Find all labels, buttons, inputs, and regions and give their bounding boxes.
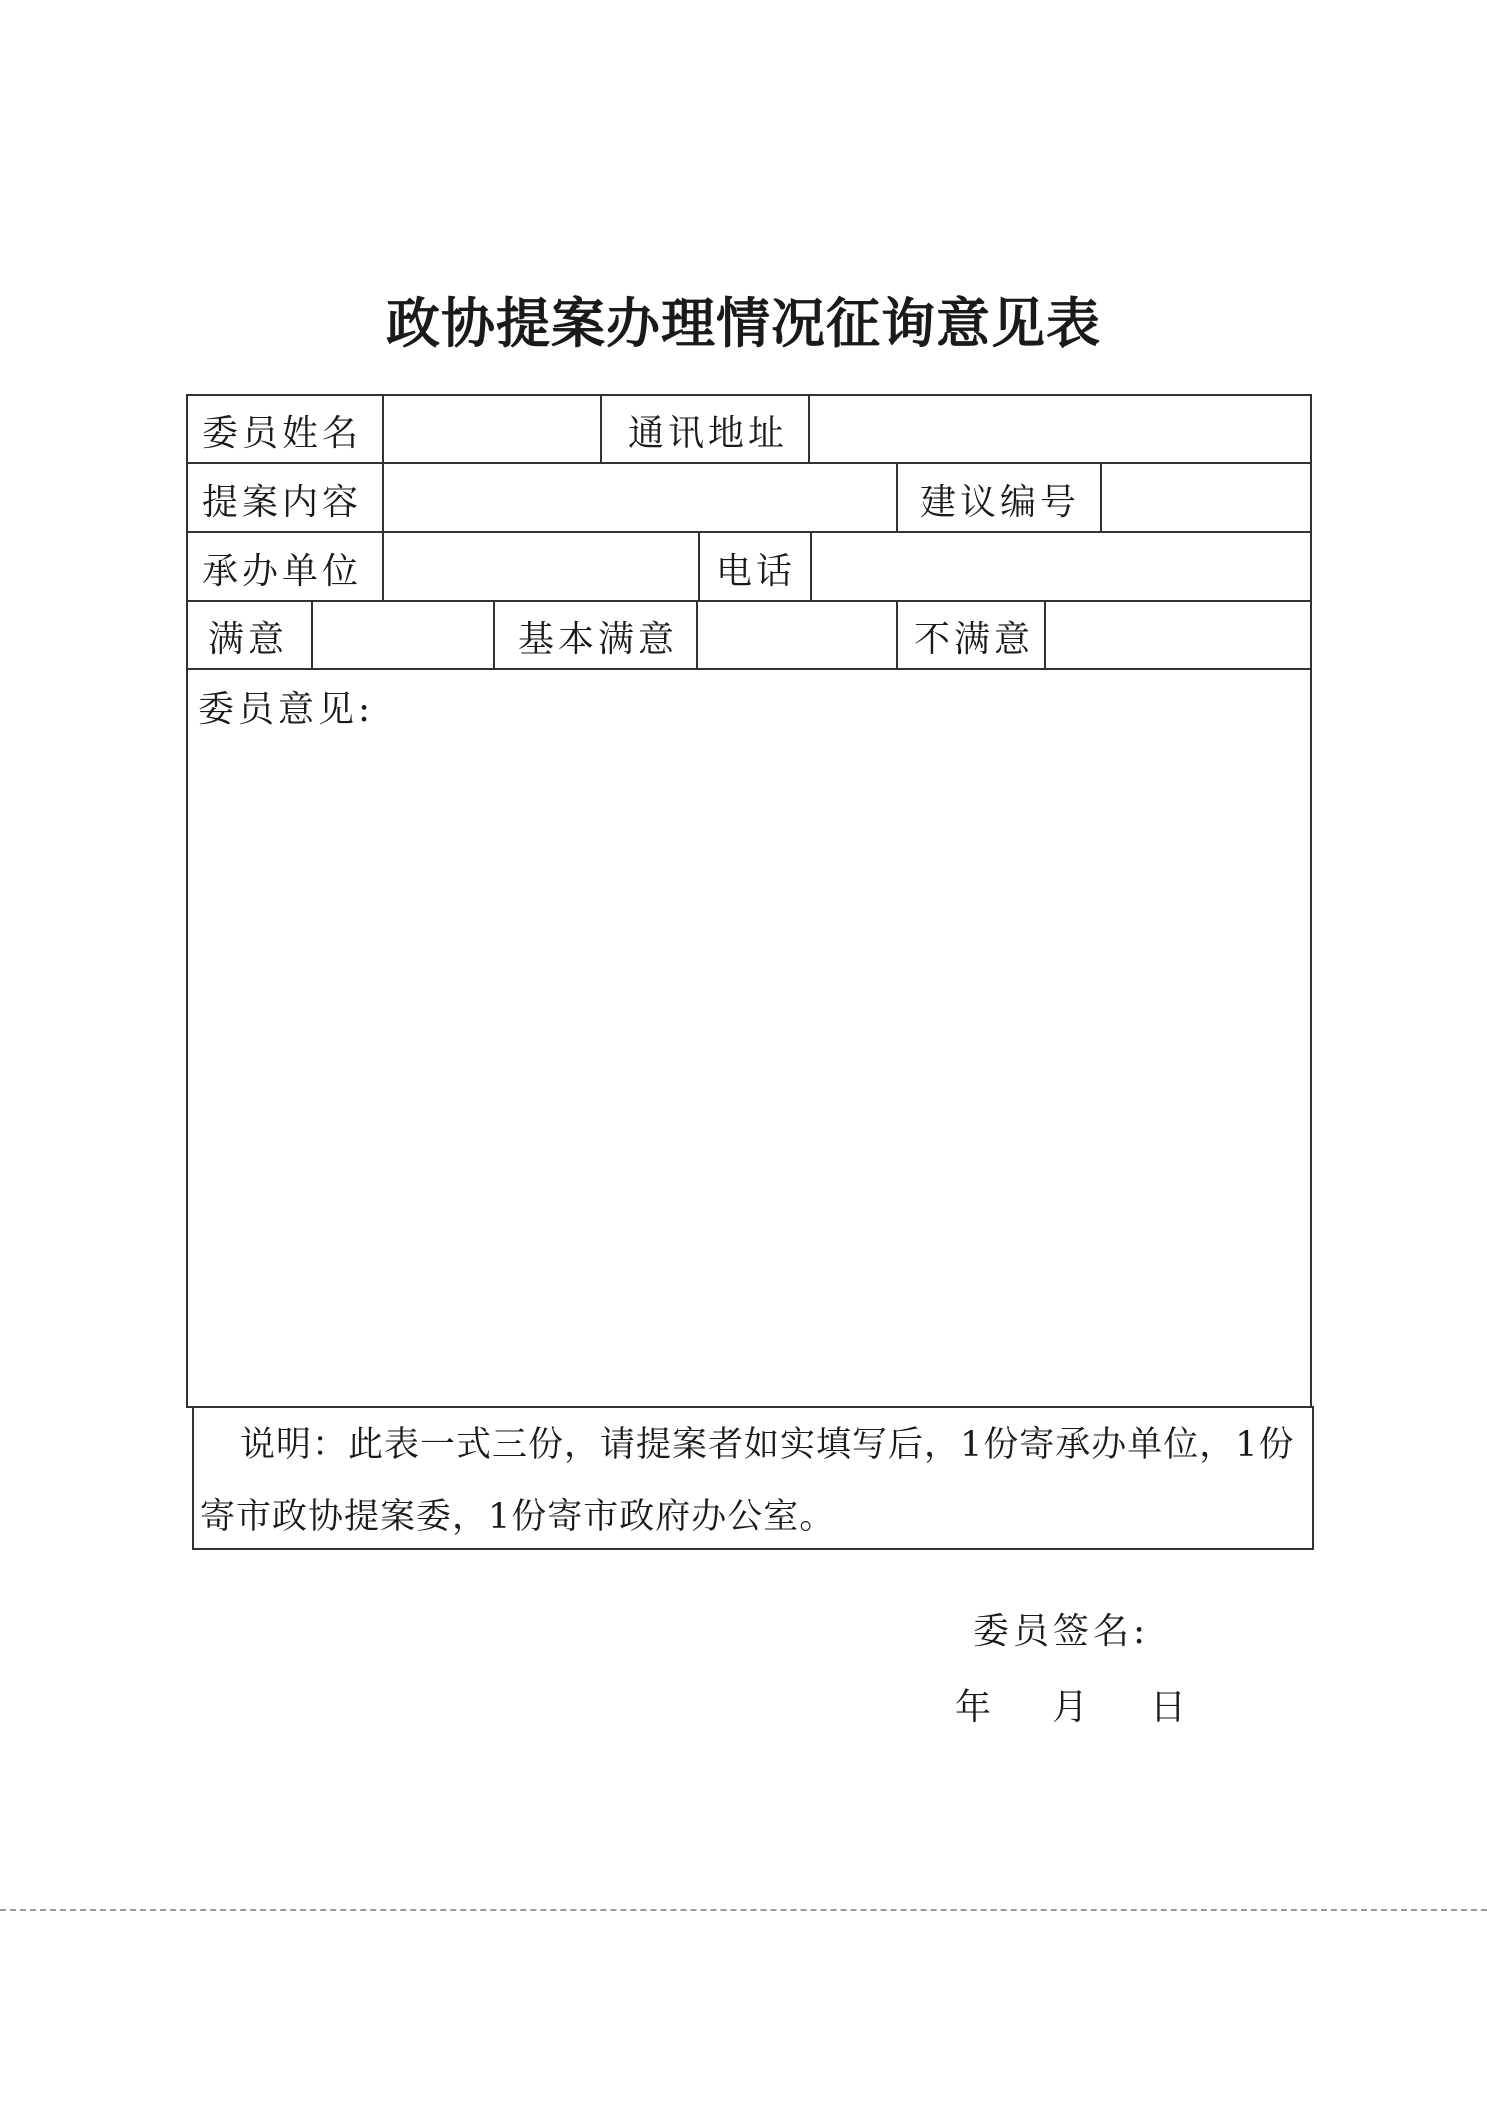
opinion-label: 委员意见: <box>198 689 375 730</box>
date-month-label: 月 <box>1052 1687 1093 1728</box>
unsatisfied-label: 不满意 <box>914 619 1035 660</box>
satisfied-checkbox[interactable] <box>322 620 482 660</box>
proposal-number-field[interactable] <box>1112 483 1302 523</box>
satisfied-label: 满意 <box>208 619 289 660</box>
table-row-divider <box>186 462 1312 464</box>
table-border-left <box>186 394 188 1406</box>
page-title: 政协提案办理情况征询意见表 <box>386 291 1101 355</box>
table-col-divider <box>382 462 384 533</box>
handling-unit-label: 承办单位 <box>202 551 363 592</box>
phone-field[interactable] <box>824 552 1302 592</box>
table-border-right <box>1310 394 1312 1406</box>
table-row-divider <box>186 531 1312 533</box>
table-col-divider <box>896 600 898 670</box>
address-label: 通讯地址 <box>628 413 789 454</box>
proposal-content-label: 提案内容 <box>202 482 363 523</box>
proposal-number-label: 建议编号 <box>920 482 1081 523</box>
table-col-divider <box>382 394 384 464</box>
form-notes: 说明：此表一式三份，请提案者如实填写后，1份寄承办单位，1份寄市政协提案委，1份寄市政府办公室。 <box>200 1425 1295 1537</box>
table-col-divider <box>808 394 810 464</box>
table-col-divider <box>696 600 698 670</box>
opinion-text-area[interactable] <box>200 714 1290 1394</box>
table-col-divider <box>382 531 384 602</box>
table-border-right <box>1312 1406 1314 1550</box>
table-col-divider <box>311 600 313 670</box>
table-col-divider <box>600 394 602 464</box>
table-row-divider <box>186 668 1312 670</box>
table-row-divider <box>186 600 1312 602</box>
basically-satisfied-checkbox[interactable] <box>708 620 884 660</box>
signature-label: 委员签名: <box>973 1611 1150 1652</box>
basically-satisfied-label: 基本满意 <box>518 619 679 660</box>
table-col-divider <box>698 531 700 602</box>
date-day-label: 日 <box>1150 1687 1191 1728</box>
page-divider-line <box>0 1909 1487 1911</box>
table-col-divider <box>1100 462 1102 533</box>
address-field[interactable] <box>822 414 1302 454</box>
date-year-label: 年 <box>955 1687 996 1728</box>
table-col-divider <box>896 462 898 533</box>
handling-unit-field[interactable] <box>396 552 686 592</box>
table-col-divider <box>1044 600 1046 670</box>
proposal-content-field[interactable] <box>396 483 886 523</box>
member-name-field[interactable] <box>396 414 590 454</box>
table-border-top <box>186 394 1312 396</box>
unsatisfied-checkbox[interactable] <box>1056 620 1302 660</box>
table-col-divider <box>493 600 495 670</box>
opinion-form-table <box>186 394 1314 1550</box>
table-row-divider <box>186 1406 1314 1408</box>
phone-label: 电话 <box>716 551 797 592</box>
table-col-divider <box>810 531 812 602</box>
table-border-left <box>192 1406 194 1550</box>
member-name-label: 委员姓名 <box>202 413 363 454</box>
